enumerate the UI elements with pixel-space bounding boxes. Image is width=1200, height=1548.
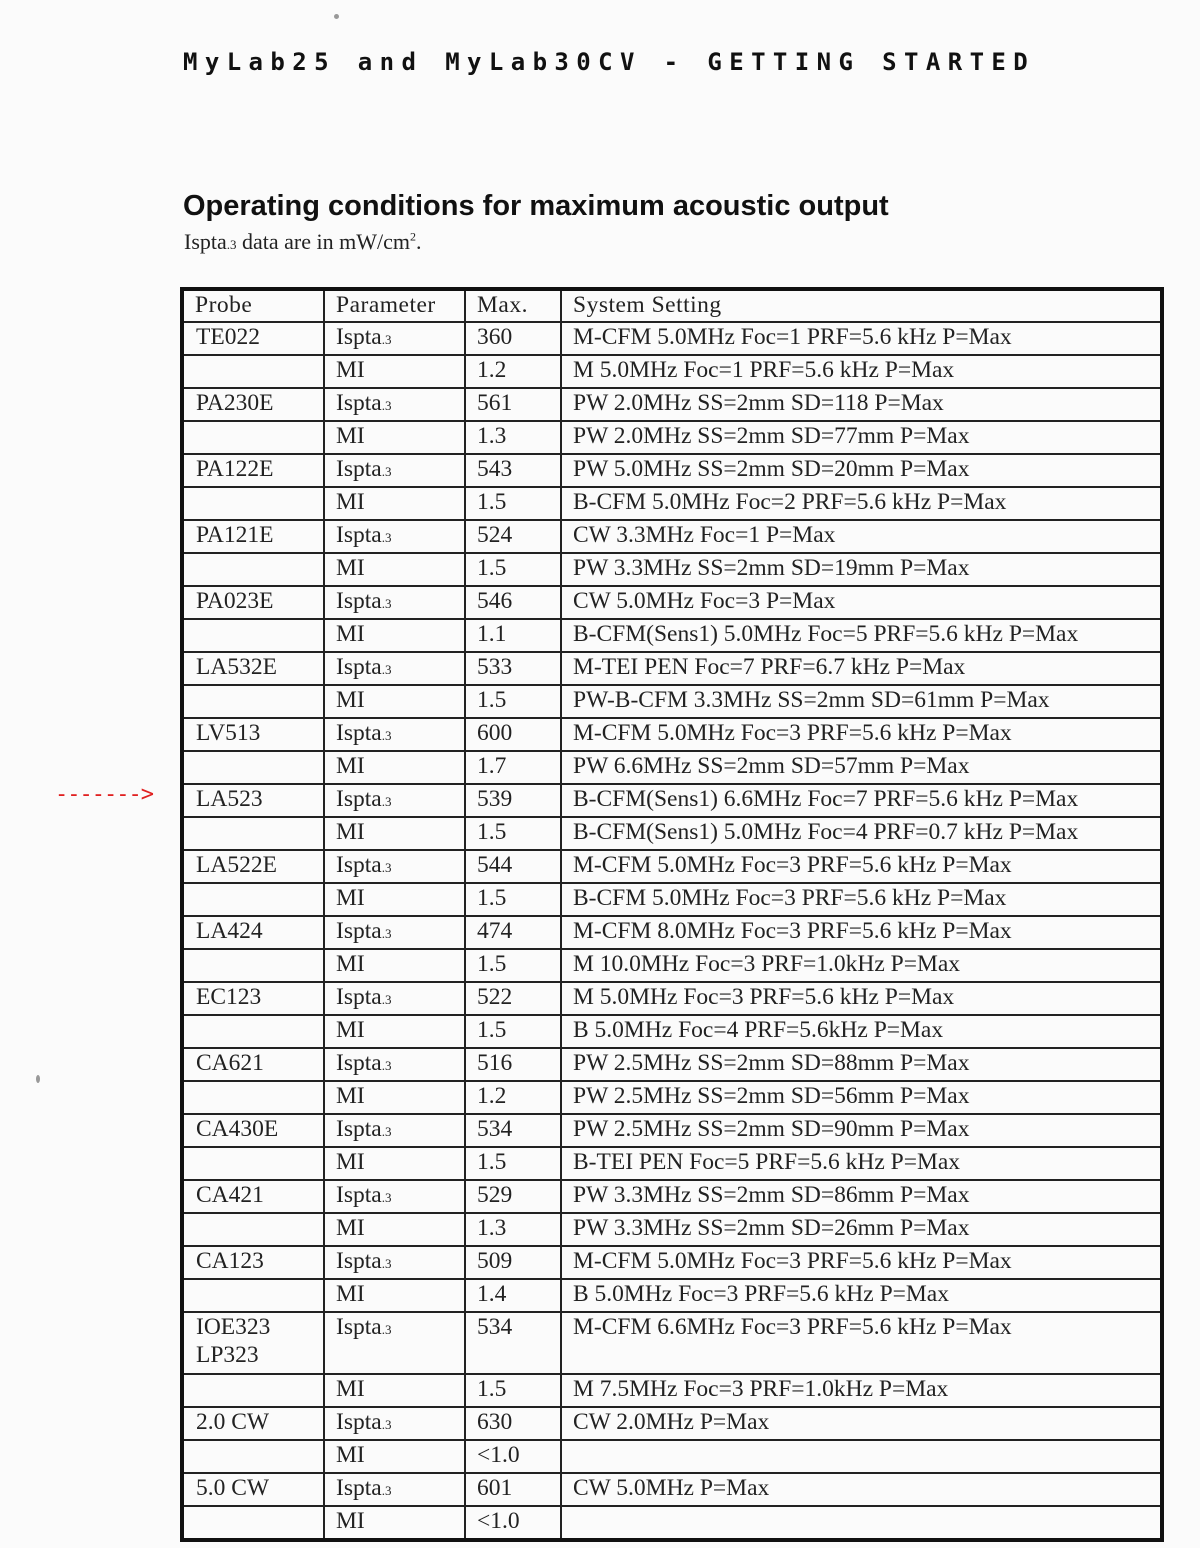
running-header: MyLab25 and MyLab30CV - GETTING STARTED	[183, 48, 1036, 76]
table-row	[182, 685, 1162, 718]
probe-cell	[182, 850, 324, 883]
parameter-cell	[324, 421, 465, 454]
probe-cell-empty	[182, 619, 324, 652]
subtitle-subscript: .3	[226, 237, 237, 252]
system-setting-cell: B-CFM 5.0MHz Foc=3 PRF=5.6 kHz P=Max	[561, 883, 1162, 916]
parameter-cell	[324, 553, 465, 586]
parameter-cell	[324, 1246, 465, 1279]
table-row	[182, 586, 1162, 619]
table-row	[182, 1279, 1162, 1312]
parameter-subscript: .3	[381, 463, 392, 479]
system-setting-cell: CW 5.0MHz Foc=3 P=Max	[561, 586, 1162, 619]
max-value-cell: 509	[465, 1246, 561, 1279]
column-header-probe: Probe	[182, 289, 324, 322]
max-value-cell: 1.5	[465, 817, 561, 850]
parameter-cell	[324, 751, 465, 784]
parameter-subscript: .3	[381, 529, 392, 545]
system-setting-cell: CW 5.0MHz P=Max	[561, 1473, 1162, 1506]
parameter-name: MI	[336, 686, 365, 713]
section-subtitle	[184, 229, 422, 255]
parameter-cell	[324, 586, 465, 619]
probe-cell	[182, 1312, 324, 1374]
probe-cell-empty	[182, 883, 324, 916]
parameter-name: MI	[336, 1507, 365, 1534]
max-value-cell: 601	[465, 1473, 561, 1506]
parameter-name: MI	[336, 620, 365, 647]
probe-name: PA023E	[196, 587, 274, 614]
probe-cell	[182, 322, 324, 355]
parameter-name: MI	[336, 554, 365, 581]
parameter-name: MI	[336, 1148, 365, 1175]
table-row	[182, 883, 1162, 916]
probe-name: TE022	[196, 323, 260, 350]
parameter-name: Ispta	[336, 1181, 382, 1208]
parameter-cell	[324, 1407, 465, 1440]
max-value-cell: <1.0	[465, 1440, 561, 1473]
table-row	[182, 1473, 1162, 1506]
parameter-name: Ispta	[336, 983, 382, 1010]
system-setting-cell: M 7.5MHz Foc=3 PRF=1.0kHz P=Max	[561, 1374, 1162, 1407]
subtitle-prefix: Ispta	[184, 229, 227, 254]
max-value-cell: 1.5	[465, 1374, 561, 1407]
system-setting-cell: M 10.0MHz Foc=3 PRF=1.0kHz P=Max	[561, 949, 1162, 982]
table-row	[182, 718, 1162, 751]
probe-cell-empty	[182, 1015, 324, 1048]
probe-cell	[182, 718, 324, 751]
highlight-arrow: ------->	[55, 782, 153, 807]
parameter-name: MI	[336, 1375, 365, 1402]
system-setting-cell: PW 6.6MHz SS=2mm SD=57mm P=Max	[561, 751, 1162, 784]
max-value-cell: 546	[465, 586, 561, 619]
table-row	[182, 322, 1162, 355]
table-row	[182, 949, 1162, 982]
parameter-name: Ispta	[336, 1474, 382, 1501]
probe-name: 2.0 CW	[196, 1408, 270, 1435]
table-row	[182, 1506, 1162, 1540]
table-row	[182, 784, 1162, 817]
system-setting-cell: M-CFM 6.6MHz Foc=3 PRF=5.6 kHz P=Max	[561, 1312, 1162, 1374]
table-row	[182, 1312, 1162, 1374]
probe-cell-empty	[182, 355, 324, 388]
table-row	[182, 1114, 1162, 1147]
system-setting-cell	[561, 1506, 1162, 1540]
max-value-cell: 1.4	[465, 1279, 561, 1312]
probe-name: IOE323	[196, 1313, 271, 1340]
parameter-cell	[324, 982, 465, 1015]
section-title: Operating conditions for maximum acoustic output	[183, 190, 889, 222]
probe-cell-empty	[182, 817, 324, 850]
probe-cell	[182, 1246, 324, 1279]
table-row	[182, 1147, 1162, 1180]
parameter-cell	[324, 1015, 465, 1048]
parameter-name: MI	[336, 884, 365, 911]
system-setting-cell: B 5.0MHz Foc=3 PRF=5.6 kHz P=Max	[561, 1279, 1162, 1312]
table-row	[182, 817, 1162, 850]
table-row	[182, 355, 1162, 388]
parameter-name: MI	[336, 752, 365, 779]
table-row	[182, 652, 1162, 685]
max-value-cell: 1.1	[465, 619, 561, 652]
parameter-cell	[324, 1147, 465, 1180]
probe-cell	[182, 520, 324, 553]
table-row	[182, 1180, 1162, 1213]
parameter-name: Ispta	[336, 1049, 382, 1076]
table-row	[182, 1440, 1162, 1473]
table-row	[182, 487, 1162, 520]
system-setting-cell: PW-B-CFM 3.3MHz SS=2mm SD=61mm P=Max	[561, 685, 1162, 718]
parameter-name: Ispta	[336, 851, 382, 878]
subtitle-middle: data are in mW/cm	[236, 229, 410, 254]
probe-name: 5.0 CW	[196, 1474, 270, 1501]
system-setting-cell: CW 2.0MHz P=Max	[561, 1407, 1162, 1440]
max-value-cell: 561	[465, 388, 561, 421]
parameter-cell	[324, 1180, 465, 1213]
probe-name: CA421	[196, 1181, 264, 1208]
probe-name: LA523	[196, 785, 263, 812]
probe-name: PA230E	[196, 389, 274, 416]
probe-cell	[182, 1473, 324, 1506]
system-setting-cell: CW 3.3MHz Foc=1 P=Max	[561, 520, 1162, 553]
column-header-max: Max.	[465, 289, 561, 322]
table-row	[182, 916, 1162, 949]
parameter-cell	[324, 520, 465, 553]
system-setting-cell: M-CFM 8.0MHz Foc=3 PRF=5.6 kHz P=Max	[561, 916, 1162, 949]
parameter-name: Ispta	[336, 1408, 382, 1435]
parameter-name: MI	[336, 422, 365, 449]
system-setting-cell: PW 3.3MHz SS=2mm SD=26mm P=Max	[561, 1213, 1162, 1246]
parameter-cell	[324, 1506, 465, 1540]
max-value-cell: 522	[465, 982, 561, 1015]
parameter-subscript: .3	[381, 925, 392, 941]
parameter-subscript: .3	[381, 1189, 392, 1205]
max-value-cell: 524	[465, 520, 561, 553]
table-row	[182, 1374, 1162, 1407]
max-value-cell: 534	[465, 1114, 561, 1147]
max-value-cell: 474	[465, 916, 561, 949]
parameter-subscript: .3	[381, 1482, 392, 1498]
probe-name: EC123	[196, 983, 262, 1010]
system-setting-cell: PW 2.5MHz SS=2mm SD=56mm P=Max	[561, 1081, 1162, 1114]
table-header-row	[182, 289, 1162, 322]
parameter-cell	[324, 1374, 465, 1407]
parameter-name: Ispta	[336, 1313, 382, 1340]
system-setting-cell: B-TEI PEN Foc=5 PRF=5.6 kHz P=Max	[561, 1147, 1162, 1180]
parameter-cell	[324, 949, 465, 982]
probe-cell-empty	[182, 1147, 324, 1180]
parameter-name: MI	[336, 1082, 365, 1109]
parameter-subscript: .3	[381, 727, 392, 743]
parameter-cell	[324, 1473, 465, 1506]
max-value-cell: 533	[465, 652, 561, 685]
table-row	[182, 421, 1162, 454]
parameter-subscript: .3	[381, 331, 392, 347]
system-setting-cell: M-TEI PEN Foc=7 PRF=6.7 kHz P=Max	[561, 652, 1162, 685]
probe-cell-empty	[182, 1081, 324, 1114]
max-value-cell: 534	[465, 1312, 561, 1374]
max-value-cell: 360	[465, 322, 561, 355]
system-setting-cell: M-CFM 5.0MHz Foc=3 PRF=5.6 kHz P=Max	[561, 718, 1162, 751]
system-setting-cell: B-CFM(Sens1) 6.6MHz Foc=7 PRF=5.6 kHz P=Max	[561, 784, 1162, 817]
system-setting-cell: M-CFM 5.0MHz Foc=3 PRF=5.6 kHz P=Max	[561, 850, 1162, 883]
scan-speck	[334, 14, 339, 19]
parameter-name: Ispta	[336, 1115, 382, 1142]
parameter-subscript: .3	[381, 1123, 392, 1139]
system-setting-cell: B-CFM(Sens1) 5.0MHz Foc=5 PRF=5.6 kHz P=Max	[561, 619, 1162, 652]
system-setting-cell: M-CFM 5.0MHz Foc=1 PRF=5.6 kHz P=Max	[561, 322, 1162, 355]
system-setting-cell: M 5.0MHz Foc=1 PRF=5.6 kHz P=Max	[561, 355, 1162, 388]
max-value-cell: 1.5	[465, 553, 561, 586]
parameter-subscript: .3	[381, 859, 392, 875]
column-header-parameter: Parameter	[324, 289, 465, 322]
parameter-cell	[324, 685, 465, 718]
parameter-name: Ispta	[336, 587, 382, 614]
probe-cell-empty	[182, 421, 324, 454]
parameter-cell	[324, 718, 465, 751]
probe-name: LV513	[196, 719, 261, 746]
parameter-subscript: .3	[381, 595, 392, 611]
acoustic-output-table	[180, 287, 1164, 1542]
parameter-name: MI	[336, 488, 365, 515]
probe-cell	[182, 1114, 324, 1147]
parameter-cell	[324, 850, 465, 883]
probe-cell	[182, 982, 324, 1015]
max-value-cell: 1.5	[465, 487, 561, 520]
system-setting-cell: PW 3.3MHz SS=2mm SD=86mm P=Max	[561, 1180, 1162, 1213]
parameter-cell	[324, 355, 465, 388]
parameter-name: Ispta	[336, 389, 382, 416]
max-value-cell: 1.5	[465, 1147, 561, 1180]
parameter-cell	[324, 454, 465, 487]
table-row	[182, 1081, 1162, 1114]
system-setting-cell: PW 2.0MHz SS=2mm SD=77mm P=Max	[561, 421, 1162, 454]
table-row	[182, 454, 1162, 487]
max-value-cell: 539	[465, 784, 561, 817]
parameter-subscript: .3	[381, 793, 392, 809]
probe-name: PA122E	[196, 455, 274, 482]
system-setting-cell: B-CFM 5.0MHz Foc=2 PRF=5.6 kHz P=Max	[561, 487, 1162, 520]
max-value-cell: 1.2	[465, 355, 561, 388]
probe-name: LA424	[196, 917, 263, 944]
scan-speck	[36, 1075, 40, 1083]
max-value-cell: 516	[465, 1048, 561, 1081]
table-row	[182, 619, 1162, 652]
parameter-name: Ispta	[336, 719, 382, 746]
probe-cell-empty	[182, 1506, 324, 1540]
system-setting-cell	[561, 1440, 1162, 1473]
parameter-cell	[324, 1440, 465, 1473]
table-row	[182, 850, 1162, 883]
probe-name: CA621	[196, 1049, 264, 1076]
max-value-cell: 600	[465, 718, 561, 751]
table-row	[182, 751, 1162, 784]
parameter-name: Ispta	[336, 323, 382, 350]
parameter-cell	[324, 1312, 465, 1374]
probe-cell-empty	[182, 1279, 324, 1312]
parameter-subscript: .3	[381, 397, 392, 413]
probe-cell	[182, 916, 324, 949]
system-setting-cell: M 5.0MHz Foc=3 PRF=5.6 kHz P=Max	[561, 982, 1162, 1015]
max-value-cell: 1.3	[465, 1213, 561, 1246]
parameter-subscript: .3	[381, 1416, 392, 1432]
parameter-cell	[324, 619, 465, 652]
probe-cell	[182, 388, 324, 421]
table-row	[182, 1246, 1162, 1279]
parameter-cell	[324, 883, 465, 916]
table-row	[182, 1407, 1162, 1440]
parameter-cell	[324, 784, 465, 817]
probe-cell	[182, 1407, 324, 1440]
max-value-cell: 529	[465, 1180, 561, 1213]
parameter-subscript: .3	[381, 661, 392, 677]
parameter-name: Ispta	[336, 785, 382, 812]
parameter-cell	[324, 487, 465, 520]
probe-cell	[182, 1180, 324, 1213]
parameter-cell	[324, 817, 465, 850]
system-setting-cell: PW 2.0MHz SS=2mm SD=118 P=Max	[561, 388, 1162, 421]
probe-cell	[182, 784, 324, 817]
parameter-name: Ispta	[336, 917, 382, 944]
table-row	[182, 388, 1162, 421]
probe-cell	[182, 454, 324, 487]
table-row	[182, 1213, 1162, 1246]
parameter-cell	[324, 1048, 465, 1081]
parameter-cell	[324, 1114, 465, 1147]
max-value-cell: 1.3	[465, 421, 561, 454]
probe-name: LP323	[196, 1341, 259, 1368]
parameter-cell	[324, 388, 465, 421]
parameter-name: Ispta	[336, 1247, 382, 1274]
parameter-name: MI	[336, 950, 365, 977]
max-value-cell: <1.0	[465, 1506, 561, 1540]
probe-cell	[182, 586, 324, 619]
probe-name: LA522E	[196, 851, 277, 878]
column-header-system-setting: System Setting	[561, 289, 1162, 322]
system-setting-cell: M-CFM 5.0MHz Foc=3 PRF=5.6 kHz P=Max	[561, 1246, 1162, 1279]
table-row	[182, 1015, 1162, 1048]
parameter-subscript: .3	[381, 991, 392, 1007]
probe-cell-empty	[182, 685, 324, 718]
max-value-cell: 1.5	[465, 1015, 561, 1048]
parameter-name: MI	[336, 356, 365, 383]
table-row	[182, 520, 1162, 553]
table-row	[182, 553, 1162, 586]
parameter-name: Ispta	[336, 653, 382, 680]
probe-cell-empty	[182, 487, 324, 520]
parameter-subscript: .3	[381, 1057, 392, 1073]
system-setting-cell: PW 2.5MHz SS=2mm SD=90mm P=Max	[561, 1114, 1162, 1147]
max-value-cell: 544	[465, 850, 561, 883]
probe-name: LA532E	[196, 653, 277, 680]
probe-name: PA121E	[196, 521, 274, 548]
max-value-cell: 1.5	[465, 883, 561, 916]
system-setting-cell: PW 5.0MHz SS=2mm SD=20mm P=Max	[561, 454, 1162, 487]
probe-name: CA430E	[196, 1115, 279, 1142]
probe-cell-empty	[182, 1440, 324, 1473]
parameter-name: MI	[336, 1280, 365, 1307]
probe-cell-empty	[182, 553, 324, 586]
probe-cell-empty	[182, 751, 324, 784]
table-row	[182, 1048, 1162, 1081]
parameter-cell	[324, 1279, 465, 1312]
max-value-cell: 1.5	[465, 685, 561, 718]
parameter-name: Ispta	[336, 455, 382, 482]
probe-cell	[182, 1048, 324, 1081]
subtitle-suffix: .	[416, 229, 422, 254]
parameter-name: MI	[336, 818, 365, 845]
system-setting-cell: PW 3.3MHz SS=2mm SD=19mm P=Max	[561, 553, 1162, 586]
parameter-cell	[324, 322, 465, 355]
parameter-name: MI	[336, 1441, 365, 1468]
parameter-cell	[324, 652, 465, 685]
max-value-cell: 543	[465, 454, 561, 487]
max-value-cell: 1.7	[465, 751, 561, 784]
table-body	[182, 322, 1162, 1540]
probe-cell-empty	[182, 1374, 324, 1407]
system-setting-cell: B 5.0MHz Foc=4 PRF=5.6kHz P=Max	[561, 1015, 1162, 1048]
max-value-cell: 630	[465, 1407, 561, 1440]
probe-cell	[182, 652, 324, 685]
parameter-subscript: .3	[381, 1321, 392, 1337]
parameter-name: MI	[336, 1016, 365, 1043]
probe-name: CA123	[196, 1247, 264, 1274]
parameter-cell	[324, 1081, 465, 1114]
system-setting-cell: PW 2.5MHz SS=2mm SD=88mm P=Max	[561, 1048, 1162, 1081]
system-setting-cell: B-CFM(Sens1) 5.0MHz Foc=4 PRF=0.7 kHz P=Max	[561, 817, 1162, 850]
probe-cell-empty	[182, 949, 324, 982]
probe-cell-empty	[182, 1213, 324, 1246]
max-value-cell: 1.2	[465, 1081, 561, 1114]
parameter-cell	[324, 1213, 465, 1246]
subtitle-superscript: 2	[410, 229, 416, 244]
parameter-cell	[324, 916, 465, 949]
parameter-name: MI	[336, 1214, 365, 1241]
table-row	[182, 982, 1162, 1015]
parameter-name: Ispta	[336, 521, 382, 548]
parameter-subscript: .3	[381, 1255, 392, 1271]
max-value-cell: 1.5	[465, 949, 561, 982]
